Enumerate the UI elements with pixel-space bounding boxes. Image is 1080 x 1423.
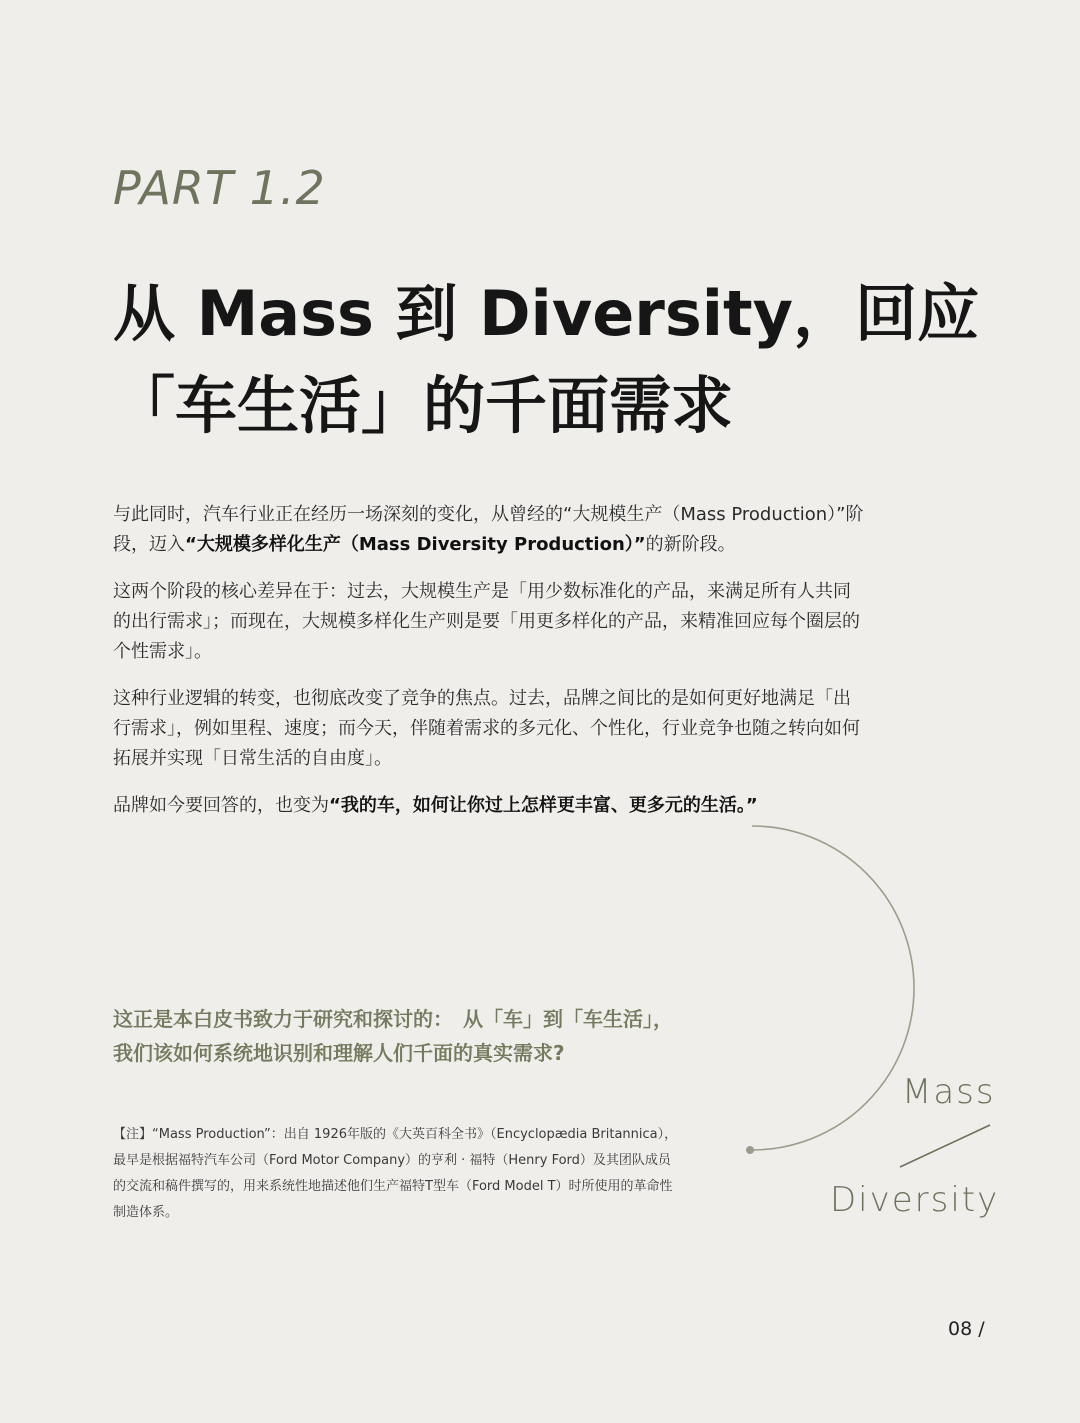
paragraph-3: 这种行业逻辑的转变，也彻底改变了竞争的焦点。过去，品牌之间比的是如何更好地满足「出行需求」，例如里程、速度；而今天，伴随着需求的多元化、个性化，行业竞争也随之转向如何拓展并实现「日常生活的自由度」。 — [113, 688, 860, 769]
arc-line — [752, 826, 914, 1150]
highlight-line-2: 我们该如何系统地识别和理解人们千面的真实需求? — [113, 1041, 565, 1065]
paragraph-1-end: 的新阶段。 — [645, 534, 736, 555]
page-number: 08 / — [948, 1318, 985, 1340]
title-line-2: 「车生活」的千面需求 — [113, 369, 734, 442]
paragraph-4 — [113, 791, 865, 821]
highlight-question — [113, 1002, 733, 1070]
graphic-word-mass: Mass — [902, 1072, 996, 1112]
body-text — [113, 500, 865, 838]
paragraph-1-text: 与此同时，汽车行业正在经历一场深刻的变化，从曾经的“大规模生产（Mass Production）”阶段，迈入 — [113, 504, 864, 555]
highlight-line-1: 这正是本白皮书致力于研究和探讨的： 从「车」到「车生活」， — [113, 1007, 673, 1031]
part-label: PART 1.2 — [113, 161, 326, 215]
paragraph-4-emphasis: “我的车，如何让你过上怎样更丰富、更多元的生活。” — [329, 795, 758, 816]
arc-end-dot — [746, 1146, 754, 1154]
footnote: 【注】“Mass Production”：出自 1926年版的《大英百科全书》（Encyclopædia Britannica），最早是根据福特汽车公司（Ford Motor Company）的亨利 · 福特（Henry Ford）及其团队成员的交流和稿件撰写的，用来系统性地描述他们生产福特T型车（Ford Model T）时所使用的革命性制造体系。 — [113, 1127, 678, 1220]
paragraph-1-emphasis: “大规模多样化生产（Mass Diversity Production）” — [185, 534, 646, 555]
title-line-1: 从 Mass 到 Diversity，回应 — [113, 277, 980, 350]
paragraph-1 — [113, 500, 865, 560]
slash-line — [900, 1125, 990, 1167]
page-title — [113, 268, 980, 452]
paragraph-4-text: 品牌如今要回答的，也变为 — [113, 795, 329, 816]
graphic-word-diversity: Diversity — [830, 1180, 1000, 1220]
paragraph-2: 这两个阶段的核心差异在于：过去，大规模生产是「用少数标准化的产品，来满足所有人共同的出行需求」；而现在，大规模多样化生产则是要「用更多样化的产品，来精准回应每个圈层的个性需求」。 — [113, 581, 860, 662]
